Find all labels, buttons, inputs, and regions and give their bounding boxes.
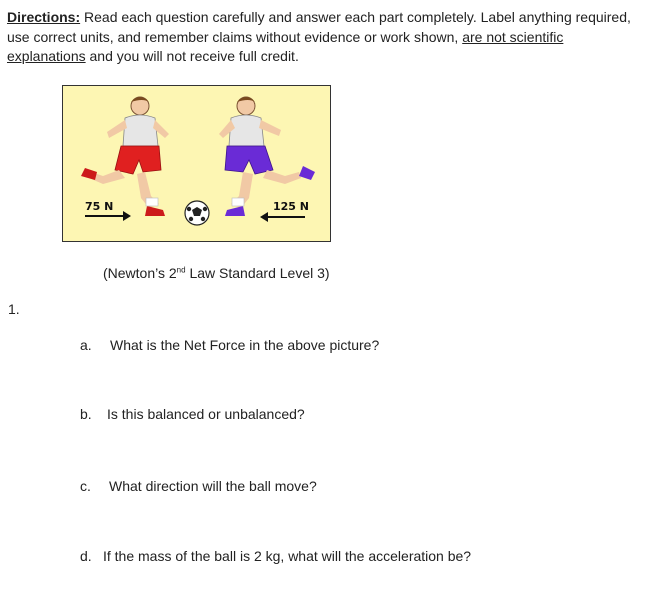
part-letter: d. bbox=[80, 548, 92, 564]
caption-prefix: (Newton’s 2 bbox=[103, 265, 177, 281]
directions-label: Directions: bbox=[7, 9, 81, 25]
part-text: Is this balanced or unbalanced? bbox=[107, 406, 305, 422]
part-text: What is the Net Force in the above picture? bbox=[110, 337, 380, 353]
caption-superscript: nd bbox=[176, 265, 186, 275]
soccer-force-illustration bbox=[62, 85, 331, 242]
figure-caption bbox=[103, 265, 330, 281]
directions-underlined-text: are not scientific explanations bbox=[7, 28, 564, 64]
question-part-b bbox=[80, 406, 305, 422]
left-force-label: 75 N bbox=[85, 200, 114, 213]
caption-suffix: Law Standard Level 3) bbox=[185, 265, 330, 281]
part-letter: b. bbox=[80, 406, 92, 422]
question-number: 1. bbox=[8, 301, 20, 317]
question-part-a bbox=[80, 337, 379, 353]
right-player-figure bbox=[219, 97, 315, 216]
part-text: If the mass of the ball is 2 kg, what will the acceleration be? bbox=[103, 548, 472, 564]
directions-paragraph bbox=[7, 8, 637, 67]
right-force-label: 125 N bbox=[273, 200, 309, 213]
part-text: What direction will the ball move? bbox=[109, 478, 317, 494]
left-player-figure bbox=[81, 97, 169, 216]
directions-text: Read each question carefully and answer each part completely. Label anything required, use correct units, and remember claims without evidence or work shown, bbox=[7, 9, 631, 45]
soccer-players-image bbox=[63, 86, 330, 241]
soccer-ball-icon bbox=[185, 201, 209, 225]
question-part-d bbox=[80, 548, 471, 564]
question-part-c bbox=[80, 478, 317, 494]
directions-text-end: and you will not receive full credit. bbox=[85, 48, 299, 64]
part-letter: a. bbox=[80, 337, 92, 353]
right-force-arrow-icon bbox=[260, 212, 305, 222]
part-letter: c. bbox=[80, 478, 91, 494]
